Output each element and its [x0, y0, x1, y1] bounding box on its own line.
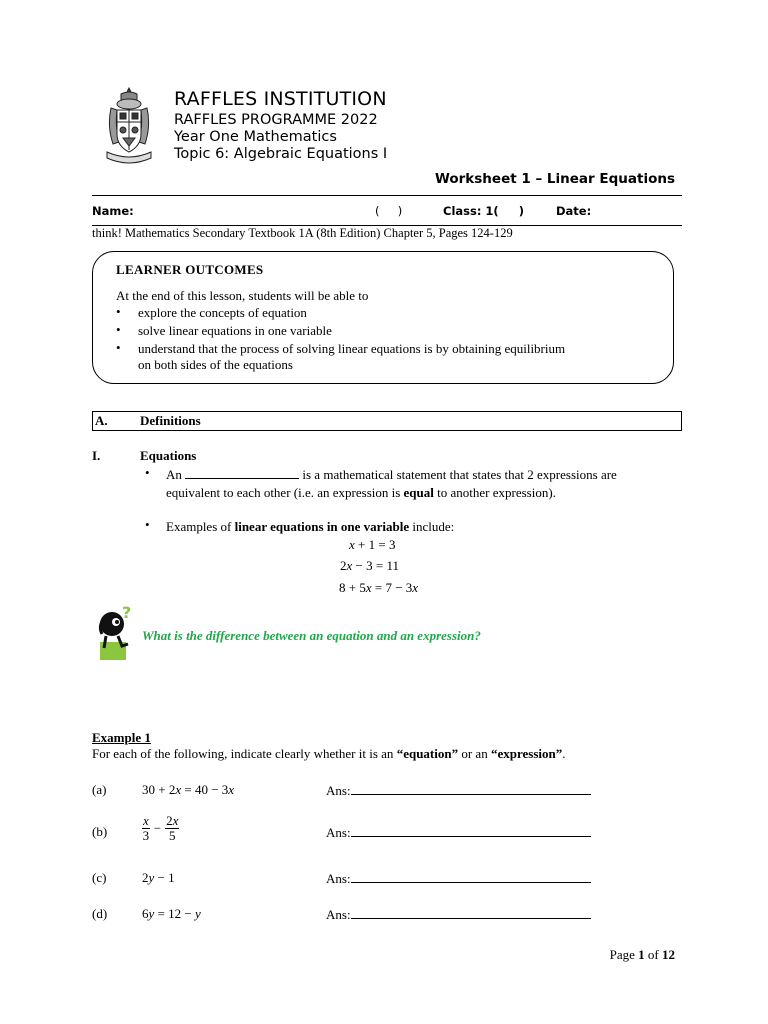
- example-title: Example 1: [92, 730, 151, 745]
- bullet-icon: •: [116, 340, 121, 355]
- bullet-icon: •: [116, 322, 121, 337]
- examples-bold: linear equations in one variable: [234, 519, 410, 534]
- school-name: RAFFLES INSTITUTION: [174, 88, 387, 110]
- learner-outcomes-title: LEARNER OUTCOMES: [116, 262, 264, 277]
- learner-outcomes-intro: At the end of this lesson, students will be able to: [116, 288, 369, 303]
- answer-label: Ans:: [326, 871, 351, 886]
- answer-label: Ans:: [326, 907, 351, 922]
- page-current: 1: [638, 947, 645, 962]
- header-divider: [92, 195, 682, 196]
- question-label: (b): [92, 824, 108, 839]
- definition-text: is a mathematical statement that states that 2 expressions are: [302, 467, 617, 482]
- bullet-icon: •: [145, 465, 150, 480]
- instruction-bold: “expression”: [490, 746, 563, 761]
- section-title: Definitions: [140, 413, 201, 428]
- fill-in-blank[interactable]: [185, 478, 299, 479]
- thinking-mascot-icon: [90, 604, 140, 662]
- instruction-text: For each of the following, indicate clearly whether it is an: [92, 746, 394, 761]
- worksheet-title: Worksheet 1 – Linear Equations: [434, 171, 675, 187]
- answer-line[interactable]: [351, 824, 591, 837]
- examples-text: include:: [412, 519, 455, 534]
- instruction-bold: “equation”: [396, 746, 459, 761]
- examples-intro: [166, 518, 454, 536]
- question-expression: 2y − 1: [142, 870, 175, 885]
- answer-field[interactable]: [326, 870, 591, 887]
- fraction: $\frac{2x}{5}$: [166, 813, 179, 843]
- fraction: $\frac{x}{3}$: [142, 813, 150, 843]
- question-label: (a): [92, 782, 107, 797]
- of-word: of: [647, 947, 659, 962]
- school-crest-icon: [101, 86, 157, 168]
- definition-text: An: [166, 467, 182, 482]
- answer-field[interactable]: [326, 782, 591, 799]
- svg-text:?: ?: [122, 604, 132, 622]
- equation-definition: [166, 466, 686, 502]
- answer-label: Ans:: [326, 825, 351, 840]
- example-instructions: [92, 746, 565, 762]
- subject-name: Year One Mathematics: [174, 129, 337, 145]
- page-total: 12: [662, 947, 675, 962]
- definition-bold: equal: [403, 485, 434, 500]
- definition-text: equivalent to each other (i.e. an expression is: [166, 485, 401, 500]
- name-label: Name:: [92, 204, 134, 218]
- subsection-title: Equations: [140, 448, 197, 463]
- examples-text: Examples of: [166, 519, 232, 534]
- answer-field[interactable]: [326, 824, 591, 841]
- answer-label: Ans:: [326, 783, 351, 798]
- example-equation: 2x − 3 = 11: [340, 558, 399, 573]
- question-label: (c): [92, 870, 107, 885]
- outcome-item: solve linear equations in one variable: [138, 323, 332, 338]
- think-prompt: What is the difference between an equation and an expression?: [142, 628, 481, 643]
- programme-name: RAFFLES PROGRAMME 2022: [174, 112, 378, 128]
- question-expression: $\frac{x}{3}$ − $\frac{2x}{5}$: [142, 813, 179, 843]
- page-word: Page: [609, 947, 635, 962]
- instruction-text: .: [562, 746, 566, 761]
- page-number: [610, 947, 675, 963]
- topic-title: Topic 6: Algebraic Equations I: [174, 146, 388, 162]
- class-label: Class: 1( ): [443, 204, 524, 218]
- outcome-item-continued: on both sides of the equations: [138, 357, 293, 372]
- section-letter: A.: [95, 413, 108, 428]
- answer-line[interactable]: [351, 782, 591, 795]
- example-equation: x + 1 = 3: [349, 537, 396, 552]
- question-label: (d): [92, 906, 108, 921]
- example-equation: 8 + 5x = 7 − 3x: [339, 580, 419, 595]
- outcome-item: explore the concepts of equation: [138, 305, 307, 320]
- subsection-number: I.: [92, 448, 101, 463]
- bullet-icon: •: [145, 517, 150, 532]
- question-expression: 30 + 2x = 40 − 3x: [142, 782, 235, 797]
- textbook-reference: think! Mathematics Secondary Textbook 1A (8th Edition) Chapter 5, Pages 124-129: [92, 226, 513, 240]
- outcome-item: understand that the process of solving linear equations is by obtaining equilibrium: [138, 341, 566, 356]
- bullet-icon: •: [116, 304, 121, 319]
- answer-field[interactable]: [326, 906, 591, 923]
- answer-line[interactable]: [351, 870, 591, 883]
- question-expression: 6y = 12 − y: [142, 906, 201, 921]
- answer-line[interactable]: [351, 906, 591, 919]
- register-number-field: ( ): [375, 204, 403, 218]
- definition-text: to another expression).: [437, 485, 556, 500]
- instruction-text: or an: [461, 746, 488, 761]
- date-label: Date:: [556, 204, 592, 218]
